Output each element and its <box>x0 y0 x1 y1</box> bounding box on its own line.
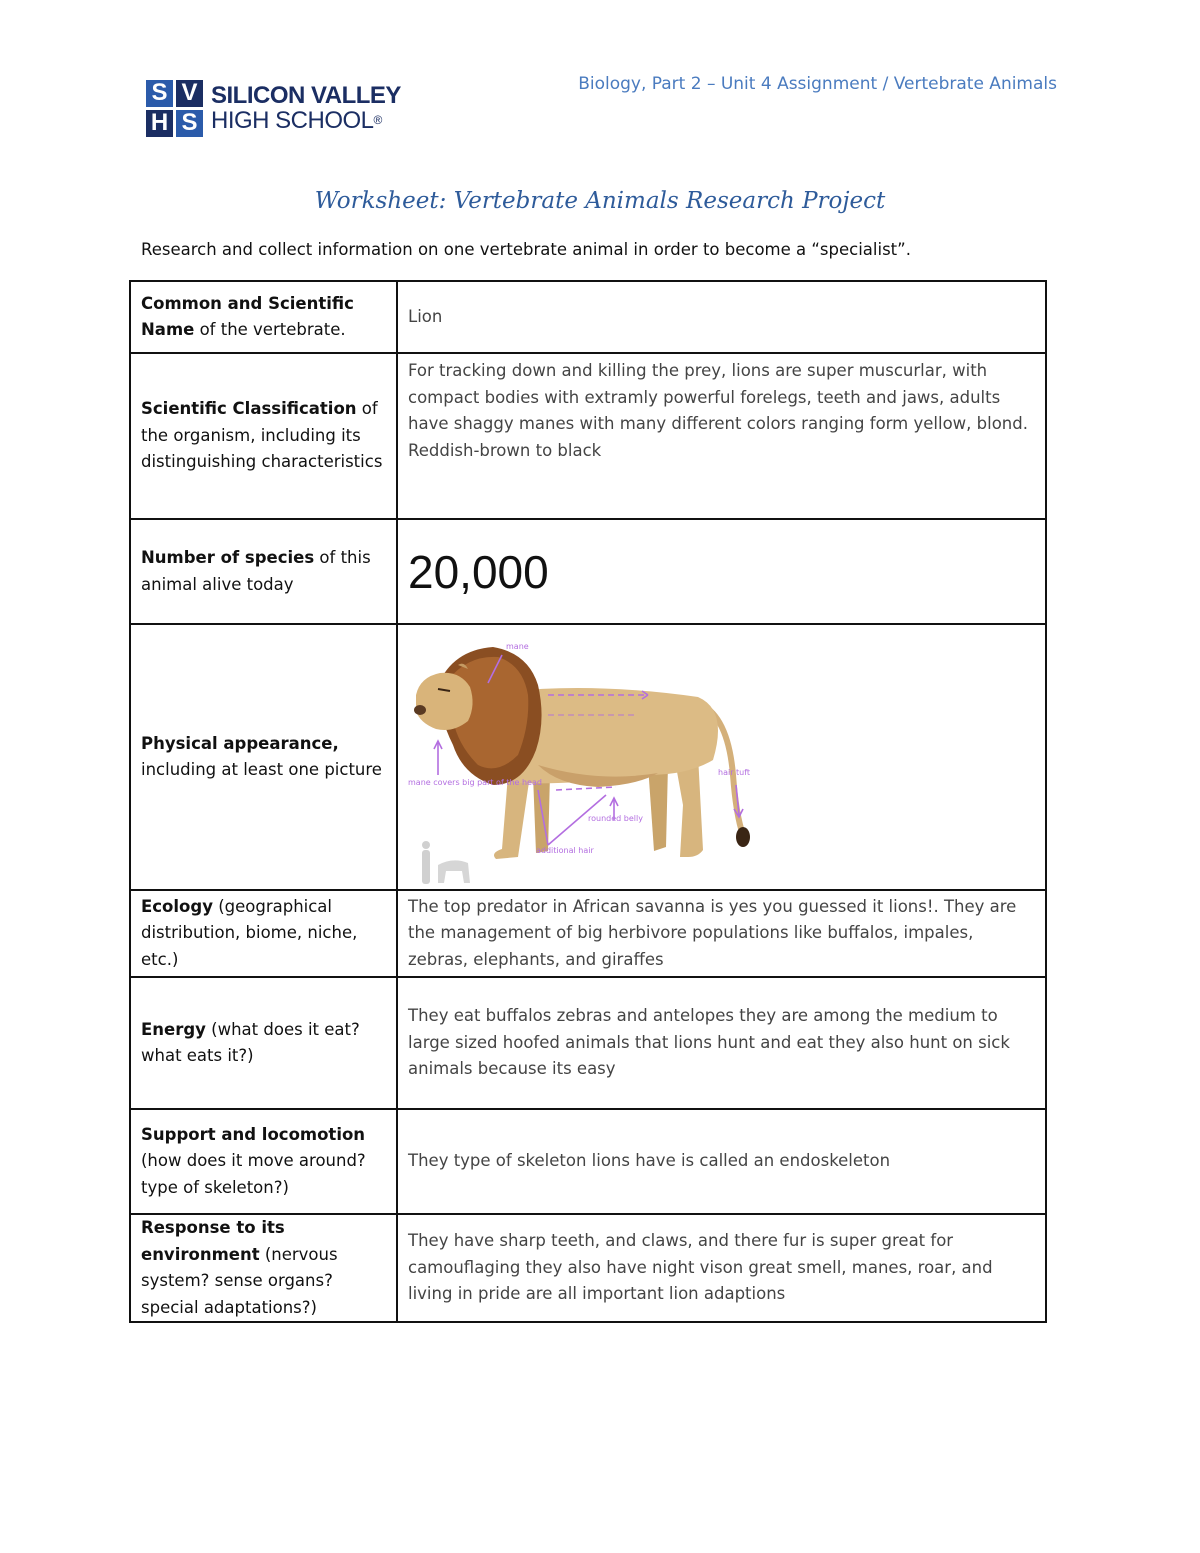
label-bold: Scientific Classification <box>141 399 357 419</box>
label-rest: (geographical distribution, biome, niche, etc.) <box>141 896 358 969</box>
label-hair-tuft: hair tuft <box>718 768 751 777</box>
table-row <box>130 1214 1046 1322</box>
label-bold: Ecology <box>141 896 213 916</box>
label-rest: (what does it eat? what eats it?) <box>141 1019 360 1065</box>
row-label-classification <box>130 353 397 519</box>
row-label-ecology <box>130 890 397 977</box>
label-rest: of the organism, including its distinguishing characteristics <box>141 399 383 472</box>
row-label-species <box>130 519 397 624</box>
label-rest: of the vertebrate. <box>194 320 346 339</box>
table-row <box>130 519 1046 624</box>
table-row <box>130 624 1046 890</box>
lion-picture <box>398 625 1048 889</box>
table-row <box>130 281 1046 353</box>
row-label-response <box>130 1214 397 1322</box>
label-rest: of this animal alive today <box>141 548 371 594</box>
label-bold: Common and Scientific Name <box>141 293 354 339</box>
row-value-classification <box>397 353 1046 519</box>
row-value-energy: They eat buffalos zebras and antelopes they are among the medium to large sized hoofed animals that lions hunt and eat they also hunt on sick animals because its easy <box>397 977 1046 1109</box>
label-bold: Physical appearance, <box>141 733 339 753</box>
row-label-name <box>130 281 397 353</box>
registered-mark: ® <box>373 113 382 127</box>
label-mane-covers: mane covers big part of the head <box>408 778 542 787</box>
classification-text: For tracking down and killing the prey, lions are super muscurlar, with compact bodies with extramly powerful forelegs, teeth and jaws, adults have shaggy manes with many different colors ranging form yellow, blond. Reddish-brown to black <box>408 361 1028 460</box>
species-count: 20,000 <box>408 545 549 598</box>
label-rest: (nervous system? sense organs? special adaptations?) <box>141 1244 338 1317</box>
worksheet-table <box>129 280 1047 1323</box>
table-row <box>130 353 1046 519</box>
school-logo <box>146 78 401 138</box>
logo-cell: S <box>146 80 173 107</box>
row-label-energy <box>130 977 397 1109</box>
row-label-support <box>130 1109 397 1214</box>
label-bold: Energy <box>141 1019 206 1039</box>
row-value-response: They have sharp teeth, and claws, and there fur is super great for camouflaging they also have night vison great smell, manes, roar, and living in pride are all important lion adaptions <box>397 1214 1046 1322</box>
row-value-species <box>397 519 1046 624</box>
logo-cell: S <box>176 110 203 137</box>
label-rest: (how does it move around? type of skeleton?) <box>141 1151 366 1197</box>
course-header: Biology, Part 2 – Unit 4 Assignment / Vertebrate Animals <box>578 74 1057 94</box>
logo-cell: H <box>146 110 173 137</box>
logo-line-1: SILICON VALLEY <box>211 82 401 109</box>
row-value-support: They type of skeleton lions have is called an endoskeleton <box>397 1109 1046 1214</box>
row-label-appearance <box>130 624 397 890</box>
label-additional-hair: additional hair <box>536 846 594 855</box>
logo-wordmark <box>211 83 401 133</box>
logo-mark <box>146 80 203 137</box>
logo-line-2-text: HIGH SCHOOL <box>211 107 374 134</box>
table-row <box>130 1109 1046 1214</box>
label-mane-covers-1 <box>408 778 542 787</box>
label-rounded-belly: rounded belly <box>588 814 643 823</box>
label-rest: including at least one picture <box>141 760 382 779</box>
label-mane: mane <box>506 642 529 651</box>
label-bold: Response to its environment <box>141 1218 285 1264</box>
row-value-ecology: The top predator in African savanna is yes you guessed it lions!. They are the management of big herbivore populations like buffalos, impales, zebras, elephants, and giraffes <box>397 890 1046 977</box>
table-row <box>130 890 1046 977</box>
row-value-appearance <box>397 624 1046 890</box>
logo-cell: V <box>176 80 203 107</box>
logo-line-2 <box>211 108 401 133</box>
label-bold: Support and locomotion <box>141 1124 366 1144</box>
label-bold: Number of species <box>141 548 315 567</box>
intro-text: Research and collect information on one vertebrate animal in order to become a “specialist”. <box>141 240 911 259</box>
table-row <box>130 977 1046 1109</box>
row-value-name: Lion <box>397 281 1046 353</box>
worksheet-title: Worksheet: Vertebrate Animals Research Project <box>314 188 886 214</box>
